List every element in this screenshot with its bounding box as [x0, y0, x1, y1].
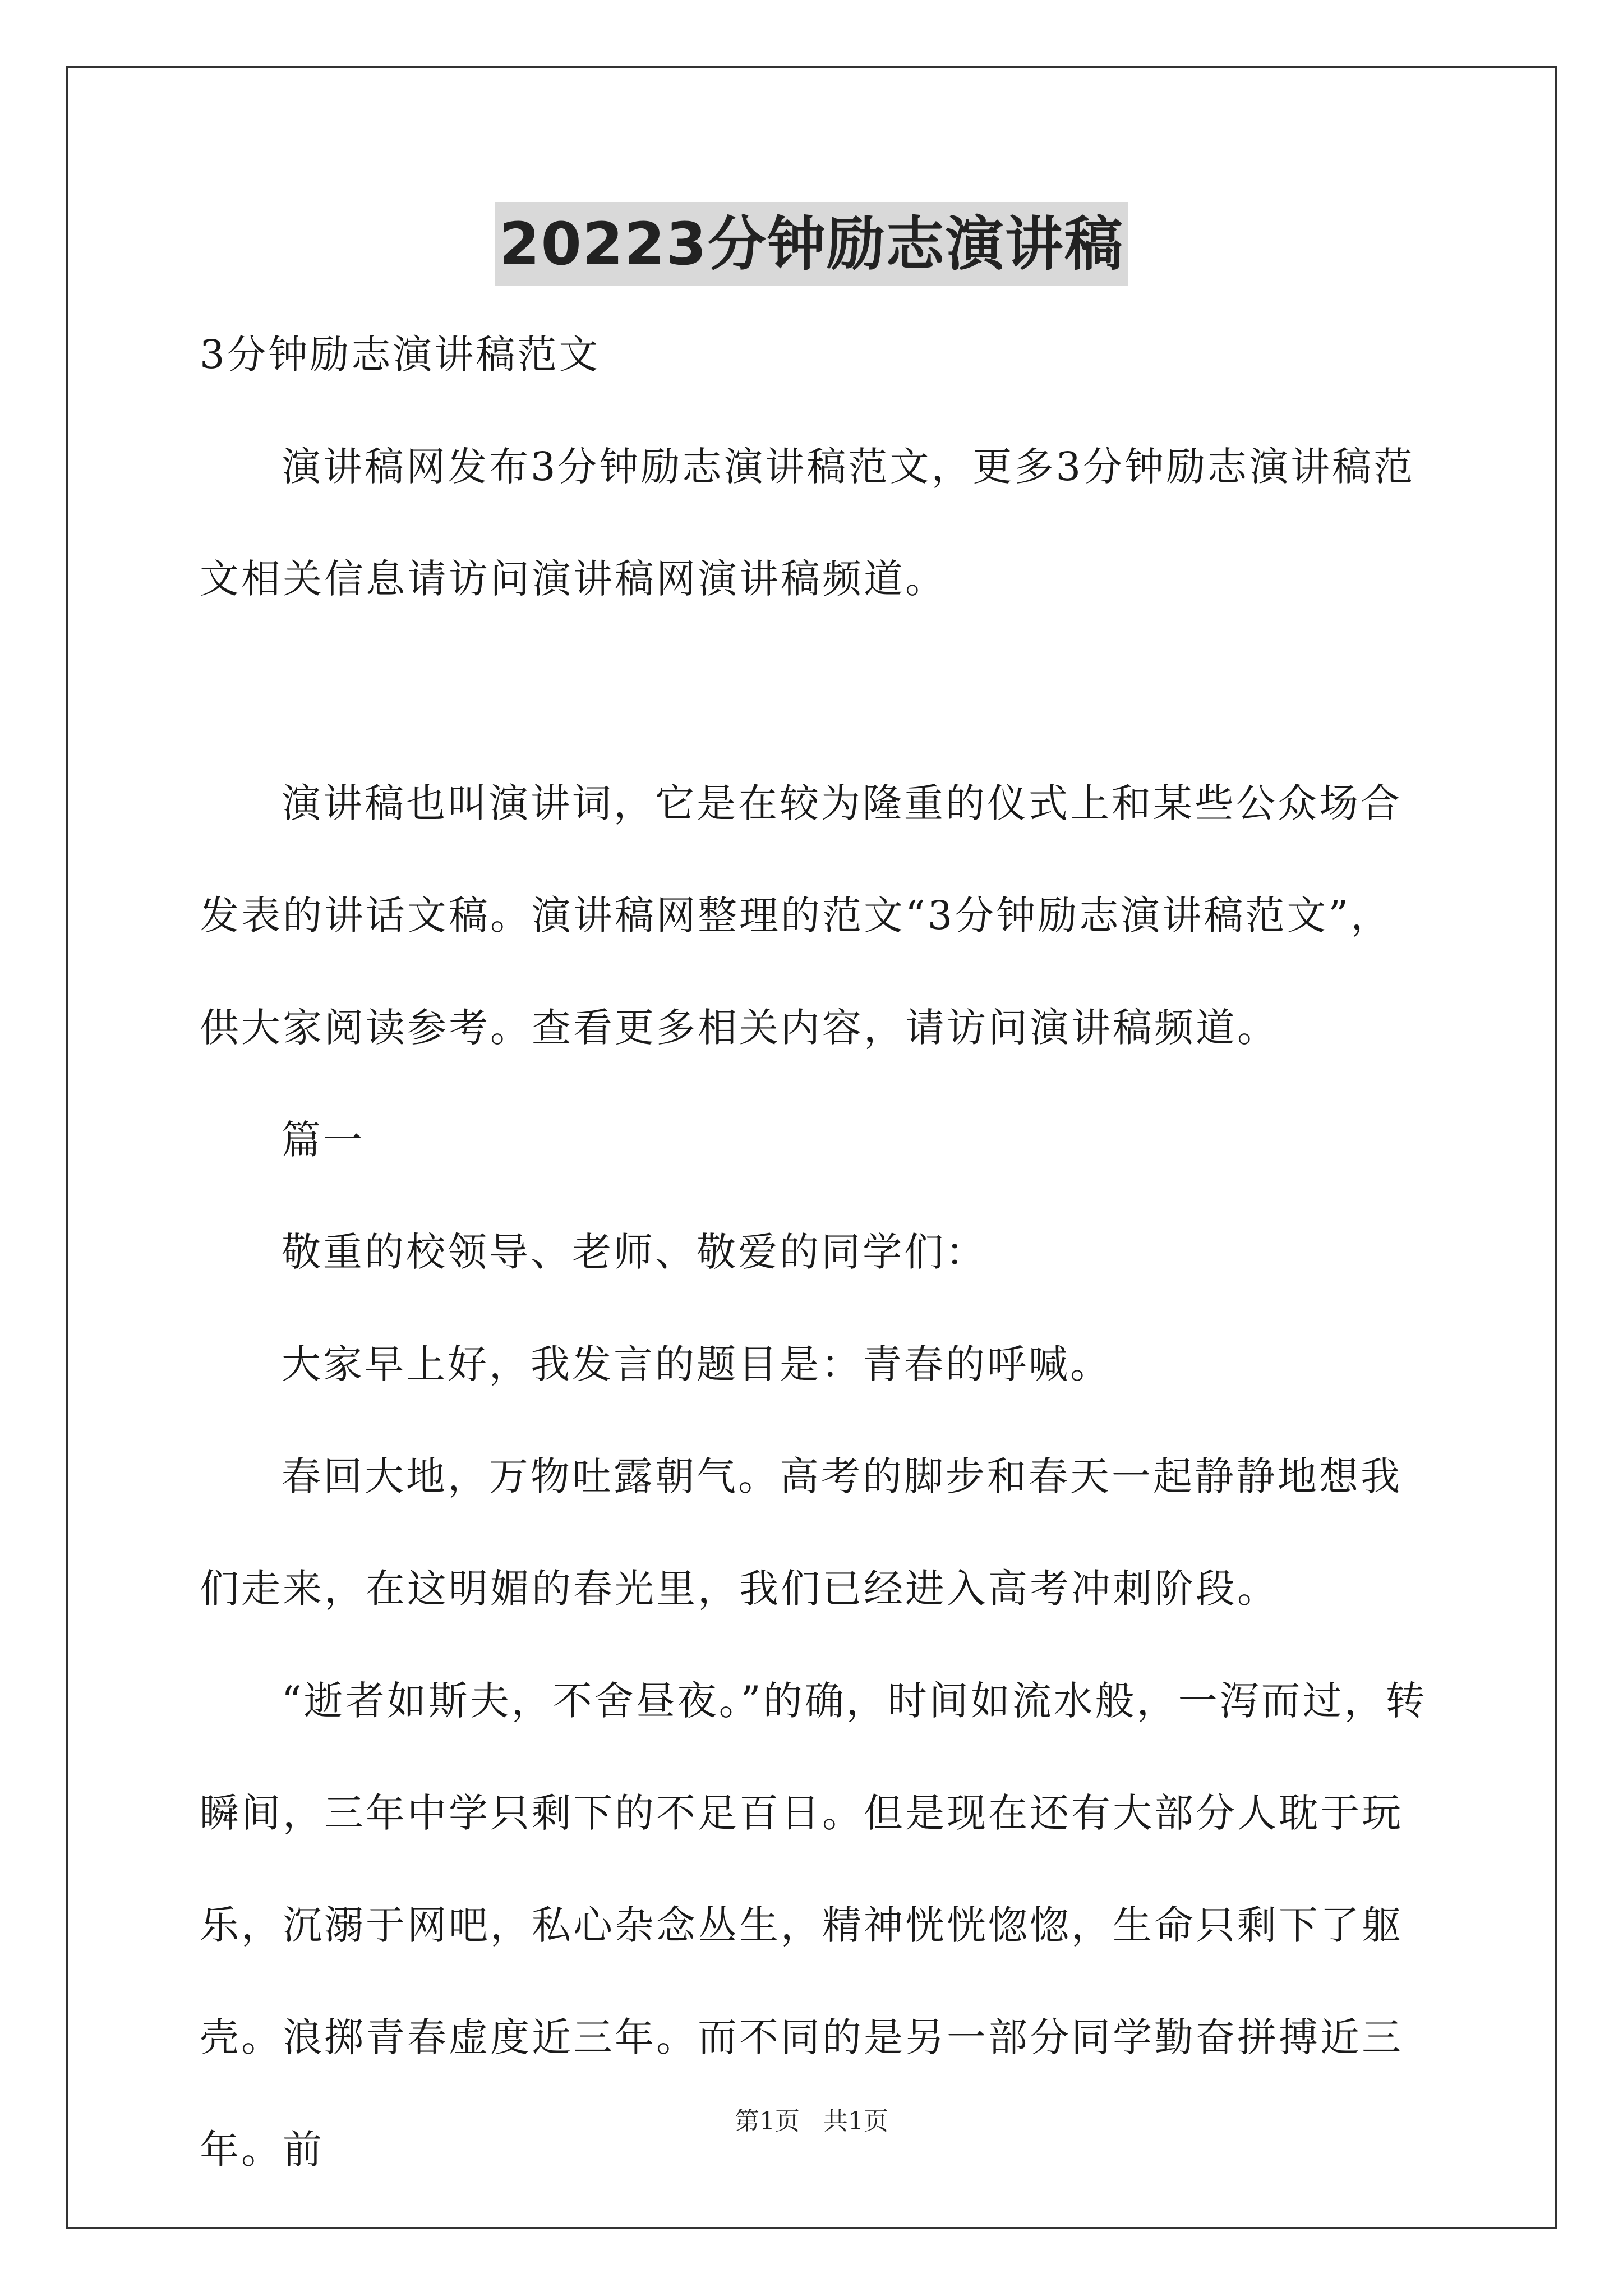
blank-line	[200, 635, 1433, 747]
paragraph-intro: 演讲稿网发布3分钟励志演讲稿范文，更多3分钟励志演讲稿范文相关信息请访问演讲稿网演讲稿频道。	[200, 444, 1415, 602]
document-body	[200, 298, 1433, 2206]
page-number: 第1页	[735, 2107, 800, 2136]
paragraph-section-heading: 篇一	[282, 1117, 365, 1163]
paragraph-definition: 演讲稿也叫演讲词，它是在较为隆重的仪式上和某些公众场合发表的讲话文稿。演讲稿网整理的范文“3分钟励志演讲稿范文”，供大家阅读参考。查看更多相关内容，请访问演讲稿频道。	[200, 780, 1402, 1051]
page-footer	[0, 2101, 1623, 2137]
paragraph-time: “逝者如斯夫，不舍昼夜。”的确，时间如流水般，一泻而过，转瞬间，三年中学只剩下的不足百日。但是现在还有大部分人耽于玩乐，沉溺于网吧，私心杂念丛生，精神恍恍惚惚，生命只剩下了躯壳。浪掷青春虚度近三年。而不同的是另一部分同学勤奋拼搏近三年。前	[200, 1678, 1427, 2173]
paragraph-opening: 大家早上好，我发言的题目是：青春的呼喊。	[282, 1341, 1112, 1387]
paragraph-greeting: 敬重的校领导、老师、敬爱的同学们：	[282, 1229, 987, 1275]
document-title: 20223分钟励志演讲稿	[495, 202, 1128, 286]
title-container	[0, 202, 1623, 286]
paragraph-subtitle: 3分钟励志演讲稿范文	[200, 332, 601, 378]
paragraph-spring: 春回大地，万物吐露朝气。高考的脚步和春天一起静静地想我们走来，在这明媚的春光里，我们已经进入高考冲刺阶段。	[200, 1453, 1402, 1612]
total-pages: 共1页	[823, 2107, 888, 2136]
